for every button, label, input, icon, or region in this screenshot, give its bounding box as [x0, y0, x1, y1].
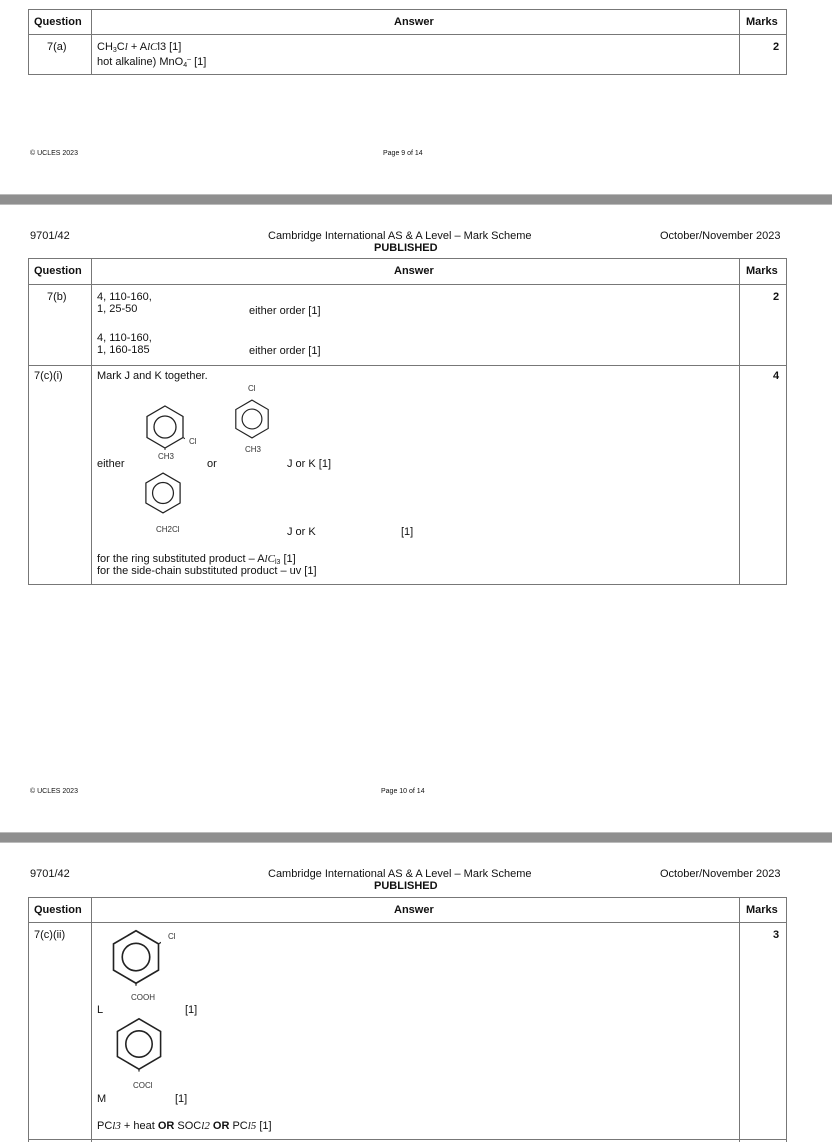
header-answer: Answer	[394, 904, 434, 916]
answer-line: [1]	[185, 1004, 198, 1016]
session: October/November 2023	[660, 230, 781, 242]
header-question: Question	[34, 265, 82, 277]
answer-line: either order [1]	[249, 345, 321, 357]
header-question: Question	[34, 904, 82, 916]
marks-value: 4	[773, 370, 780, 382]
answer-line: J or K	[287, 526, 316, 538]
document-title: Cambridge International AS & A Level – Mark Scheme	[268, 230, 532, 242]
benzene-ring-structure	[145, 404, 185, 450]
header-answer: Answer	[394, 265, 434, 277]
chlorine-label: Cl	[168, 932, 176, 941]
chlorine-label: Cl	[189, 437, 197, 446]
header-marks: Marks	[746, 904, 778, 916]
footer-copyright: © UCLES 2023	[30, 150, 78, 157]
chloromethyl-label: CH2Cl	[156, 525, 180, 534]
or-label: or	[207, 458, 217, 470]
acyl-chloride-label: COCl	[133, 1081, 153, 1090]
answer-line: 1, 160-185	[97, 344, 150, 356]
marks-value: 3	[773, 929, 780, 941]
marks-value: 2	[773, 291, 780, 303]
header-marks: Marks	[746, 16, 778, 28]
header-answer: Answer	[394, 16, 434, 28]
header-question: Question	[34, 16, 82, 28]
question-number: 7(c)(ii)	[34, 929, 66, 941]
answer-line: 1, 25-50	[97, 303, 138, 315]
benzene-ring-structure	[234, 396, 270, 442]
answer-line: [1]	[401, 526, 414, 538]
carboxyl-label: COOH	[131, 993, 155, 1002]
question-number: 7(c)(i)	[34, 370, 63, 382]
question-number: 7(a)	[47, 41, 67, 53]
page-separator	[0, 832, 832, 843]
answer-line: $CH_3Cl$ + AlCl3 [1]	[97, 41, 182, 54]
answer-line: hot alkaline) MnO$_4$– [1]	[97, 56, 207, 69]
header-marks: Marks	[746, 265, 778, 277]
answer-line: J or K [1]	[287, 458, 332, 470]
session: October/November 2023	[660, 868, 781, 880]
question-number: 7(b)	[47, 291, 67, 303]
published-label: PUBLISHED	[374, 880, 438, 892]
answer-line: for the ring substituted product – AlC$_{l3}$ [1]	[97, 553, 296, 566]
answer-line: either order [1]	[249, 305, 321, 317]
published-label: PUBLISHED	[374, 242, 438, 254]
answer-line: 4, 110-160,	[97, 291, 152, 303]
compound-label-m: M	[97, 1093, 107, 1105]
benzene-ring-structure	[111, 928, 161, 986]
either-label: either	[97, 458, 125, 470]
footer-page: Page 9 of 14	[383, 150, 423, 157]
answer-line: Mark J and K together.	[97, 370, 208, 382]
benzene-ring-structure	[144, 470, 182, 516]
answer-line: PCl3 + heat OR SOCl2 OR PCl5 [1]	[97, 1120, 272, 1132]
footer-page: Page 10 of 14	[381, 788, 425, 795]
chlorine-label: Cl	[248, 384, 256, 393]
paper-code: 9701/42	[30, 868, 70, 880]
document-title: Cambridge International AS & A Level – Mark Scheme	[268, 868, 532, 880]
answer-line: 4, 110-160,	[97, 332, 152, 344]
answer-line: for the side-chain substituted product – uv [1]	[97, 565, 317, 577]
paper-code: 9701/42	[30, 230, 70, 242]
benzene-ring-structure	[115, 1016, 163, 1072]
marks-value: 2	[773, 41, 780, 53]
answer-line: [1]	[175, 1093, 188, 1105]
methyl-label: CH3	[245, 445, 262, 454]
methyl-label: CH3	[158, 452, 175, 461]
footer-copyright: © UCLES 2023	[30, 788, 78, 795]
page-separator	[0, 194, 832, 205]
compound-label-l: L	[97, 1004, 104, 1016]
